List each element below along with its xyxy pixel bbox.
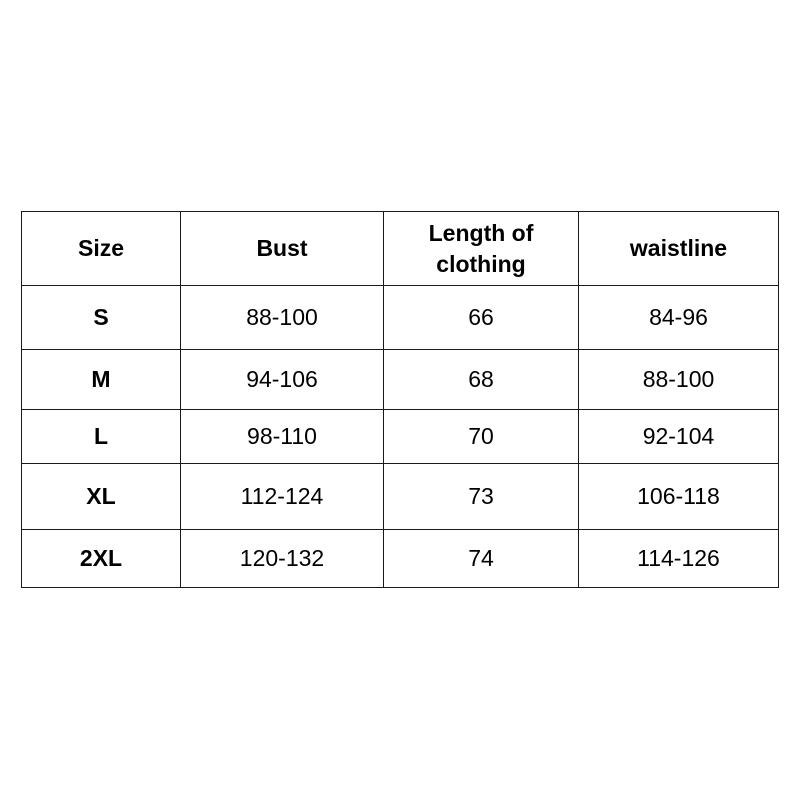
bust-cell: 94-106 [181,350,384,410]
header-waistline: waistline [579,212,779,286]
table-row [22,286,779,350]
size-chart-table [21,211,779,588]
header-bust: Bust [181,212,384,286]
length-cell: 66 [384,286,579,350]
waistline-cell: 92-104 [579,410,779,464]
table-row [22,410,779,464]
table-row [22,530,779,588]
length-cell: 73 [384,464,579,530]
waistline-cell: 88-100 [579,350,779,410]
size-cell: M [22,350,181,410]
size-cell: 2XL [22,530,181,588]
header-length-of-clothing: Length of clothing [384,212,579,286]
table-row [22,350,779,410]
size-cell: S [22,286,181,350]
bust-cell: 112-124 [181,464,384,530]
bust-cell: 88-100 [181,286,384,350]
waistline-cell: 114-126 [579,530,779,588]
size-cell: L [22,410,181,464]
table-header-row [22,212,779,286]
table-row [22,464,779,530]
length-cell: 74 [384,530,579,588]
waistline-cell: 84-96 [579,286,779,350]
waistline-cell: 106-118 [579,464,779,530]
length-cell: 68 [384,350,579,410]
header-size: Size [22,212,181,286]
size-cell: XL [22,464,181,530]
length-cell: 70 [384,410,579,464]
bust-cell: 98-110 [181,410,384,464]
bust-cell: 120-132 [181,530,384,588]
